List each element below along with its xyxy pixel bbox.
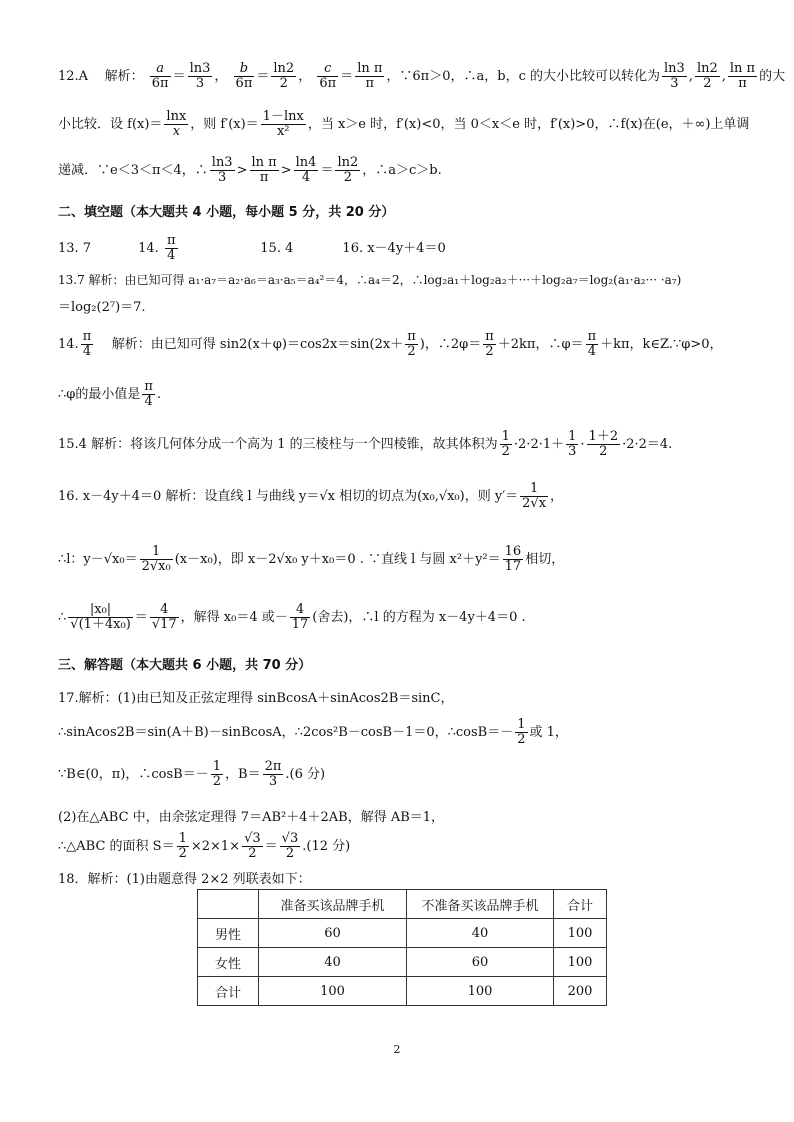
q12-k1n: ln3 — [211, 155, 233, 170]
q12-frac-a — [150, 62, 171, 91]
q16-l2-frac2 — [503, 545, 524, 574]
q15-r1n: 1 — [501, 429, 510, 444]
q12-f2n: b — [234, 62, 255, 77]
q14-c: ＋2kπ，∴φ＝ — [497, 337, 584, 352]
answer-14-frac — [165, 234, 178, 263]
q16-l3e: (舍去)，∴l 的方程为 x－4y＋4＝0 . — [312, 610, 526, 625]
page-number: 2 — [393, 1043, 401, 1056]
q12-f3d: 6π — [319, 76, 337, 91]
q13-line1: 13.7 解析：由已知可得 a₁·a₇＝a₂·a₆＝a₃·a₅＝a₄²＝4，∴a₄＝2，∴log₂a₁＋log₂a₂＋···＋log₂a₇＝log₂(a₁·a₂··· ·a₇) — [58, 273, 682, 287]
table-cell: 女性 — [198, 948, 259, 977]
answer-15: 15. 4 — [260, 241, 294, 256]
table-cell: 60 — [259, 919, 407, 948]
q14-a: 解析：由已知可得 sin2(x＋φ)＝cos2x＝sin(2x＋ — [111, 337, 404, 352]
q12-k2d: π — [259, 170, 269, 185]
table-cell: 100 — [554, 919, 607, 948]
q17-l5d3: 2 — [285, 846, 295, 861]
q14-e: ∴φ的最小值是 — [58, 387, 141, 402]
q12-k4 — [335, 156, 360, 185]
q16-line1 — [58, 482, 744, 511]
q15-r3n: 1＋2 — [588, 429, 619, 444]
q16-l2n: 1 — [140, 545, 173, 560]
q12-k1d: 3 — [218, 170, 227, 185]
q14-line1: 14. $\frac{\pi}{4}$ 解析：由已知可得 sin2(x＋φ)＝cos2x＝sin(2x＋ $\frac{\pi}{2}$ )，∴2φ＝ $\frac{\pi}{2}$ ＋2kπ，∴φ＝ $\frac{\pi}{4}$ ＋kπ，k∈Z.∵φ>0， — [58, 329, 723, 359]
q12-h1n: lnx — [166, 109, 187, 124]
q16-l1n: 1 — [520, 482, 548, 497]
q14-d: ＋kπ，k∈Z.∵φ>0， — [600, 337, 723, 352]
q17-l5-frac3 — [280, 832, 301, 861]
table-cell: 40 — [407, 919, 554, 948]
q16-l1d: 2√x — [522, 496, 547, 511]
q12-g3 — [728, 62, 757, 91]
q12-f1r: ln3 — [189, 61, 211, 76]
q16-l3-frac2 — [150, 603, 179, 632]
q12-frac-br — [271, 62, 296, 91]
q12-k3 — [294, 156, 319, 185]
q16-l3n2: 4 — [150, 603, 179, 618]
q12-line3: 递减．∵e＜3＜π＜4，∴ $\frac{\ln 3}{3}$ > $\frac{\text{ln π}}{\pi}$ > $\frac{\ln 4}{4}$ ＝ $\frac{\ln 2}{2}$ ，∴a＞c＞b. — [58, 155, 442, 185]
q17-l3b: ，B＝ — [225, 767, 261, 782]
q17-l3d2: 3 — [268, 774, 278, 789]
table-cell: 60 — [407, 948, 554, 977]
q17-l5e: .(12 分) — [302, 839, 351, 854]
table-header-row — [198, 890, 607, 919]
table-row — [198, 919, 607, 948]
q16-l3-frac3 — [290, 603, 311, 632]
q17-line4: (2)在△ABC 中，由余弦定理得 7＝AB²＋4＋2AB，解得 AB＝1， — [58, 810, 445, 825]
q17-l5c: ＝ — [264, 839, 278, 854]
q17-l2-frac — [515, 718, 527, 747]
q12-f1n: a — [150, 62, 171, 77]
q12-h1d: x — [172, 124, 181, 139]
q17-l2a: ∴sinAcos2B＝sin(A＋B)－sinBcosA，∴2cos²B－cosB－1＝0，∴cosB＝－ — [58, 725, 514, 740]
q12-t2: 的大 — [759, 69, 786, 84]
q17-line5 — [58, 832, 744, 861]
q12-h2 — [261, 110, 306, 139]
q12-frac-ar — [188, 62, 213, 91]
answer-14-label: 14. — [138, 241, 159, 256]
q15-r1d: 2 — [501, 444, 510, 459]
q12-g2n: ln2 — [696, 61, 718, 76]
q12-label: 12.A — [58, 69, 89, 84]
table-cell: 200 — [554, 977, 607, 1006]
q12-k3n: ln4 — [295, 155, 317, 170]
table-cell: 合计 — [198, 977, 259, 1006]
q15-c: · — [580, 437, 585, 452]
q17-l3c: .(6 分) — [285, 767, 326, 782]
q16-l3n: |x₀| — [68, 603, 133, 618]
q17-l5a: ∴△ABC 的面积 S＝ — [58, 839, 175, 854]
q12-g2d: 2 — [703, 76, 712, 91]
q12-f3rd: π — [365, 76, 375, 91]
q15-line — [58, 430, 744, 459]
q12-l2c: ，当 x＞e 时，f′(x)<0，当 0＜x＜e 时，f′(x)>0，∴f(x)在(e，＋∞)上单调 — [307, 117, 750, 132]
q12-line2 — [58, 109, 750, 139]
q12-l3a: 递减．∵e＜3＜π＜4，∴ — [58, 163, 208, 178]
table-row — [198, 977, 607, 1006]
q12-g3n: ln π — [729, 61, 756, 76]
q12-g1d: 3 — [670, 76, 679, 91]
q14-p4d: 4 — [144, 394, 153, 409]
q14-f: . — [156, 387, 162, 402]
q17-l5n3: √3 — [281, 831, 299, 846]
q12-h1 — [164, 110, 188, 139]
q16-l3d2: √17 — [151, 617, 177, 632]
q12-frac-cr — [355, 62, 384, 91]
q16-l2-frac — [140, 545, 173, 574]
q15-b: ·2·2·1＋ — [513, 437, 565, 452]
section-3-heading: 三、解答题（本大题共 6 小题，共 70 分） — [58, 658, 312, 673]
q15-r2 — [566, 430, 578, 459]
answer-14-d: 4 — [167, 248, 176, 263]
q14-p1 — [405, 330, 418, 359]
q16-l2d2: 17 — [504, 559, 522, 574]
q16-l2c: 相切， — [525, 552, 565, 567]
contingency-table — [197, 889, 607, 1006]
q12-f3n: c — [317, 62, 338, 77]
q16-l2d: 2√x₀ — [141, 559, 171, 574]
q12-k3d: 4 — [301, 170, 311, 185]
q17-l2d: 2 — [517, 732, 526, 747]
q16-l2a: ∴l：y－√x₀＝ — [58, 552, 138, 567]
q16-l2n2: 16 — [504, 544, 522, 559]
q17-l5b: ×2×1× — [190, 839, 241, 854]
q16-l3b: ＝ — [134, 610, 148, 625]
q16-l1b: ， — [550, 489, 564, 504]
q12-f1d: 6π — [151, 76, 169, 91]
q17-line1: 17.解析：(1)由已知及正弦定理得 sinBcosA＋sinAcos2B＝sinC， — [58, 691, 454, 706]
q17-l5-frac2 — [242, 832, 263, 861]
section-2-heading: 二、填空题（本大题共 4 小题，每小题 5 分，共 20 分） — [58, 205, 395, 220]
q16-l2b: (x－x₀)，即 x－2√x₀ y＋x₀＝0 . ∵直线 l 与圆 x²＋y²＝ — [174, 552, 501, 567]
q15-r2n: 1 — [568, 429, 577, 444]
answers-row — [58, 234, 744, 263]
q17-line3 — [58, 760, 744, 789]
q12-f1rd: 3 — [195, 76, 205, 91]
table-cell: 100 — [554, 948, 607, 977]
q17-l2b: 或 1， — [529, 725, 568, 740]
q12-k4d: 2 — [343, 170, 352, 185]
table-cell: 100 — [259, 977, 407, 1006]
q17-l2n: 1 — [517, 717, 526, 732]
q12-f2r: ln2 — [273, 61, 295, 76]
q12-g1n: ln3 — [663, 61, 685, 76]
table-header-cell: 准备买该品牌手机 — [259, 890, 407, 919]
q14-label-frac — [81, 330, 94, 359]
answer-13: 13. 7 — [58, 241, 92, 256]
q12-frac-b — [234, 62, 255, 91]
q15-r3 — [587, 430, 621, 459]
q14-p2d: 2 — [485, 344, 494, 359]
q14-p4 — [142, 380, 155, 409]
q12-f2d: 6π — [235, 76, 253, 91]
table-cell: 男性 — [198, 919, 259, 948]
q12-g1 — [662, 62, 687, 91]
q16-line3 — [58, 603, 744, 632]
q12-k2 — [250, 156, 279, 185]
q16-l1-frac — [520, 482, 548, 511]
q17-l3d: 2 — [212, 774, 222, 789]
q18-line1: 18．解析：(1)由题意得 2×2 列联表如下： — [58, 872, 311, 887]
q17-l5-frac — [177, 832, 189, 861]
q15-r3d: 2 — [599, 444, 608, 459]
q15-r2d: 3 — [568, 444, 577, 459]
answer-16: 16. x－4y＋4＝0 — [342, 241, 446, 256]
table-header-cell — [198, 890, 259, 919]
q14-p2 — [483, 330, 496, 359]
q16-l3n3: 4 — [290, 603, 311, 618]
q14-label-n: π — [82, 329, 92, 344]
q12-l2b: ，则 f′(x)＝ — [190, 117, 259, 132]
q17-l3a: ∵B∈(0，π)，∴cosB＝－ — [58, 767, 209, 782]
q16-l3c: ，解得 x₀＝4 或－ — [180, 610, 288, 625]
q14-p2n: π — [485, 329, 494, 344]
q16-l3a: ∴ — [58, 610, 67, 625]
q15-r1 — [500, 430, 512, 459]
q12-g2 — [695, 62, 720, 91]
q13-line2: ＝log₂(2⁷)＝7. — [58, 300, 146, 315]
q14-p1d: 2 — [407, 344, 416, 359]
q14-line2 — [58, 380, 744, 409]
q12-line1: 12.A 解析： $\frac{a}{6\pi}$ ＝ $\frac{\ln 3}{3}$ ， $\frac{b}{6\pi}$ ＝ $\frac{\ln 2}{2}$ ， $\frac{c}{6\pi}$ ＝ $\frac{\text{ln π}}{\pi}$ ，∵6π＞0，∴a，b，c 的大小比较可以转化为 $\frac{\ln 3}{3}$ , $\frac{\ln 2}{2}$ , $\frac{\text{ln π}}{\pi}$ 的大 — [58, 61, 786, 91]
q12-l2a: 小比较．设 f(x)＝ — [58, 117, 163, 132]
q17-l5n2: √3 — [244, 831, 261, 846]
q15-a: 15.4 解析：将该几何体分成一个高为 1 的三棱柱与一个四棱锥，故其体积为 — [58, 437, 498, 452]
q12-k2n: ln π — [251, 155, 277, 170]
table-cell: 40 — [259, 948, 407, 977]
q14-p3d: 4 — [587, 344, 596, 359]
q12-k4n: ln2 — [337, 155, 359, 170]
q16-l3d: √(1＋4x₀) — [70, 617, 131, 632]
q14-p3n: π — [587, 329, 597, 344]
q12-g3d: π — [738, 76, 747, 91]
q16-l3-frac — [68, 603, 133, 632]
q16-l1a: 16. x－4y＋4＝0 解析：设直线 l 与曲线 y＝√x 相切的切点为(x₀,√x₀)，则 y′＝ — [58, 489, 519, 504]
q17-l5d: 2 — [178, 846, 187, 861]
q17-l3n: 1 — [212, 759, 222, 774]
table-header-cell: 不准备买该品牌手机 — [407, 890, 554, 919]
q14-p1n: π — [407, 329, 416, 344]
q14-p3 — [586, 330, 599, 359]
q12-k1 — [210, 156, 235, 185]
table-cell: 100 — [407, 977, 554, 1006]
q16-l3d3: 17 — [291, 617, 309, 632]
q12-f3r: ln π — [357, 61, 383, 76]
q17-l3-frac — [211, 760, 223, 789]
q12-f2rd: 2 — [279, 76, 288, 91]
answer-14-n: π — [166, 233, 176, 248]
q12-l3b: ，∴a＞c＞b. — [362, 163, 442, 178]
q12-h2n: 1－lnx — [262, 109, 304, 124]
q16-line2 — [58, 545, 744, 574]
q14-p4n: π — [144, 379, 153, 394]
q17-l5d2: 2 — [248, 846, 257, 861]
q17-l3n2: 2π — [264, 759, 282, 774]
table-row — [198, 948, 607, 977]
q12-jx: 解析： — [104, 69, 144, 84]
q12-h2d: x² — [276, 124, 290, 139]
q14-label-d: 4 — [82, 344, 92, 359]
q15-d: ·2·2＝4. — [622, 437, 673, 452]
q17-l5n: 1 — [178, 831, 187, 846]
table-header-cell: 合计 — [554, 890, 607, 919]
q12-t1: ，∵6π＞0，∴a，b，c 的大小比较可以转化为 — [386, 69, 660, 84]
q17-l3-frac2 — [263, 760, 284, 789]
q12-frac-c — [317, 62, 338, 91]
q17-line2 — [58, 718, 744, 747]
q14-b: )，∴2φ＝ — [419, 337, 482, 352]
